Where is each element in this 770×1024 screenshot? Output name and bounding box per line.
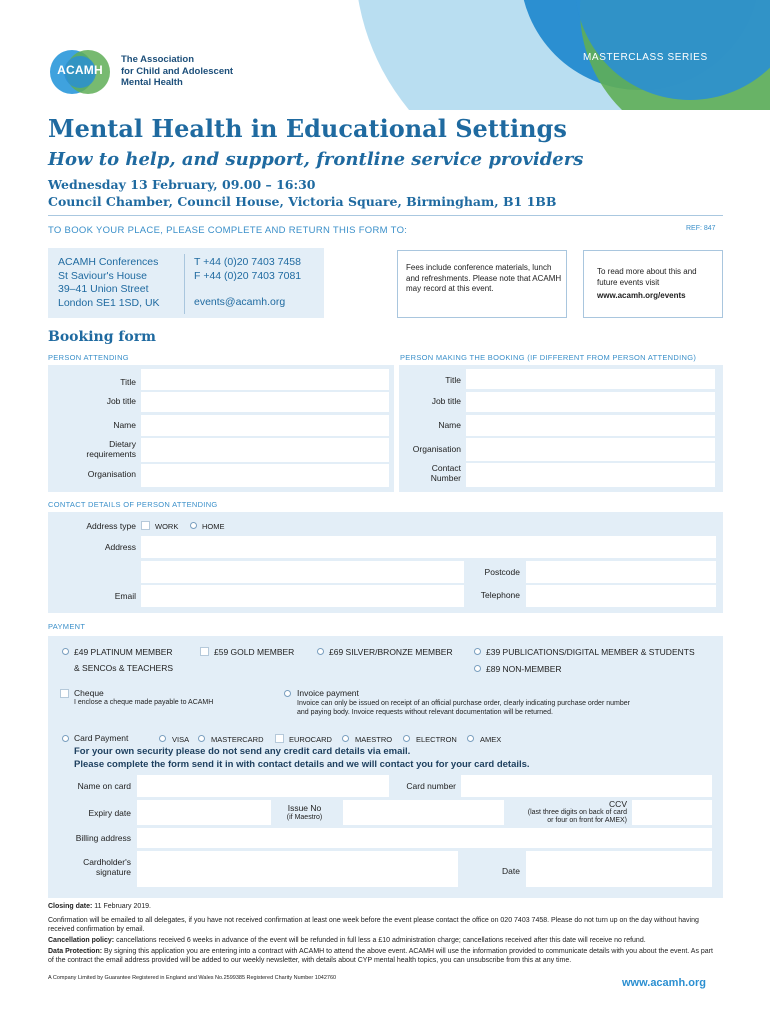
series-label: MASTERCLASS SERIES [583, 52, 708, 63]
fees-note: Fees include conference materials, lunch and refreshments. Please note that ACAMH may record at this event. [406, 263, 562, 293]
invoice-radio[interactable] [284, 690, 291, 697]
label-organisation: Organisation [412, 444, 461, 454]
issue-no-input[interactable] [343, 800, 504, 825]
mastercard-label: MASTERCARD [211, 735, 264, 744]
label-date: Date [502, 866, 520, 876]
cheque-label: Cheque [74, 688, 104, 698]
label-job-title: Job title [106, 396, 136, 406]
label-address-type: Address type [86, 521, 136, 531]
postal-address: ACAMH Conferences St Saviour's House 39–41 Union Street London SE1 1SD, UK [58, 256, 160, 309]
label-name: Name [113, 420, 136, 430]
work-label: WORK [155, 522, 179, 531]
label-expiry: Expiry date [88, 808, 131, 818]
contact-details-label: CONTACT DETAILS OF PERSON ATTENDING [48, 500, 218, 509]
label-title: Title [445, 375, 461, 385]
gold-checkbox[interactable] [200, 647, 209, 656]
expiry-input[interactable] [137, 800, 271, 825]
attending-dietary-input[interactable] [141, 438, 389, 462]
home-radio[interactable] [190, 522, 197, 529]
label-email: Email [114, 591, 136, 601]
label-cardholder-signature: Cardholder's signature [83, 857, 131, 877]
publications-radio[interactable] [474, 648, 481, 655]
security-note-2: Please complete the form send it in with contact details and we will contact you for your card details. [74, 759, 530, 770]
booker-title-input[interactable] [466, 369, 715, 389]
company-registration: A Company Limited by Guarantee Registered in England and Wales No.2599385 Registered Charity Number 1042760 [48, 975, 337, 981]
gold-label: £59 GOLD MEMBER [214, 647, 295, 657]
home-label: HOME [202, 522, 225, 531]
eurocard-checkbox[interactable] [275, 734, 284, 743]
attending-title-input[interactable] [141, 369, 389, 390]
event-date: Wednesday 13 February, 09.00 – 16:30 [48, 177, 316, 192]
person-booking-label: PERSON MAKING THE BOOKING (IF DIFFERENT FROM PERSON ATTENDING) [400, 353, 697, 362]
electron-label: ELECTRON [416, 735, 457, 744]
eurocard-label: EUROCARD [289, 735, 332, 744]
silver-label: £69 SILVER/BRONZE MEMBER [329, 647, 453, 657]
address-input[interactable] [141, 536, 716, 558]
attending-organisation-input[interactable] [141, 464, 389, 487]
card-payment-radio[interactable] [62, 735, 69, 742]
name-on-card-input[interactable] [137, 775, 389, 797]
payment-label: PAYMENT [48, 622, 86, 631]
maestro-radio[interactable] [342, 735, 349, 742]
invoice-label: Invoice payment [297, 688, 359, 698]
email-input[interactable] [141, 585, 464, 607]
org-name: The Association for Child and Adolescent Mental Health [121, 54, 234, 88]
booker-name-input[interactable] [466, 415, 715, 436]
logo-mark: ACAMH [57, 63, 103, 77]
label-ccv: CCV (last three digits on back of card or four on front for AMEX) [527, 799, 627, 824]
platinum-label-2: & SENCOs & TEACHERS [74, 663, 174, 673]
security-note-1: For your own security please do not send any credit card details via email. [74, 746, 411, 757]
website-link[interactable]: www.acamh.org [622, 977, 706, 989]
billing-address-input[interactable] [137, 828, 712, 848]
amex-radio[interactable] [467, 735, 474, 742]
visa-label: VISA [172, 735, 190, 744]
postcode-input[interactable] [526, 561, 716, 583]
label-contact-number: Contact Number [430, 463, 461, 483]
amex-label: AMEX [480, 735, 502, 744]
maestro-label: MAESTRO [355, 735, 393, 744]
card-number-input[interactable] [461, 775, 712, 797]
date-input[interactable] [526, 851, 712, 887]
label-billing-address: Billing address [75, 833, 131, 843]
events-link[interactable]: www.acamh.org/events [597, 291, 686, 300]
label-address: Address [104, 542, 136, 552]
cheque-checkbox[interactable] [60, 689, 69, 698]
divider [184, 254, 185, 314]
label-name: Name [438, 420, 461, 430]
platinum-radio[interactable] [62, 648, 69, 655]
label-card-number: Card number [406, 781, 456, 791]
attending-job-title-input[interactable] [141, 392, 389, 412]
label-issue-no: Issue No (if Maestro) [286, 803, 323, 821]
divider [48, 215, 723, 216]
label-organisation: Organisation [87, 469, 136, 479]
work-checkbox[interactable] [141, 521, 150, 530]
attending-name-input[interactable] [141, 415, 389, 436]
ref-number: REF: 847 [686, 225, 716, 232]
label-job-title: Job title [431, 396, 461, 406]
silver-radio[interactable] [317, 648, 324, 655]
address-line2-input[interactable] [141, 561, 464, 583]
booker-organisation-input[interactable] [466, 438, 715, 461]
contact-email[interactable]: events@acamh.org [194, 296, 286, 308]
telephone-input[interactable] [526, 585, 716, 607]
ccv-input[interactable] [632, 800, 712, 825]
label-dietary: Dietary requirements [86, 439, 136, 459]
non-member-label: £89 NON-MEMBER [486, 664, 562, 674]
future-events-text: To read more about this and future events visit [597, 267, 697, 287]
booking-form-heading: Booking form [48, 329, 156, 345]
contact-info: T +44 (0)20 7403 7458 F +44 (0)20 7403 7081 events@acamh.org [194, 256, 302, 308]
page-title: Mental Health in Educational Settings [48, 114, 567, 143]
card-payment-label: Card Payment [74, 733, 129, 743]
cheque-note: I enclose a cheque made payable to ACAMH [74, 699, 214, 706]
label-postcode: Postcode [484, 567, 520, 577]
invoice-note: Invoice can only be issued on receipt of an official purchase order, clearly indicating purchase order number and paying body. Invoice requests without relevant documentation will be returned. [297, 700, 630, 716]
platinum-label: £49 PLATINUM MEMBER [74, 647, 173, 657]
signature-input[interactable] [137, 851, 458, 887]
booker-contact-input[interactable] [466, 463, 715, 487]
booker-job-title-input[interactable] [466, 392, 715, 412]
book-instruction: TO BOOK YOUR PLACE, PLEASE COMPLETE AND RETURN THIS FORM TO: [48, 225, 408, 236]
label-name-on-card: Name on card [77, 781, 131, 791]
label-telephone: Telephone [480, 590, 520, 600]
event-venue: Council Chamber, Council House, Victoria Square, Birmingham, B1 1BB [48, 194, 557, 209]
person-attending-label: PERSON ATTENDING [48, 353, 129, 362]
publications-label: £39 PUBLICATIONS/DIGITAL MEMBER & STUDENTS [486, 647, 695, 657]
non-member-radio[interactable] [474, 665, 481, 672]
mastercard-radio[interactable] [198, 735, 205, 742]
electron-radio[interactable] [403, 735, 410, 742]
subtitle: How to help, and support, frontline service providers [48, 149, 584, 170]
visa-radio[interactable] [159, 735, 166, 742]
footer-notes: Closing date: 11 February 2019. Confirmation will be emailed to all delegates, if you have not received confirmation at least one week before the event please contact the office on 020 7403 7458. Please do not turn up on the day without having received confirmation by email. Cancellation policy: cancellations received 6 weeks in advance of the event will be refunded in full less a £10 administration charge; cancellations received after this date will receive no refund. Data Protection: By signing this application you are entering into a contract with ACAMH to attend the above event. ACAMH will use the information provided to communicate details with you about the event. As part of the contract the email address provided will be added to our weekly newsletter, with details about CYP mental health topics, you can unsubscribe from this at any time. [48, 903, 713, 964]
label-title: Title [120, 377, 136, 387]
